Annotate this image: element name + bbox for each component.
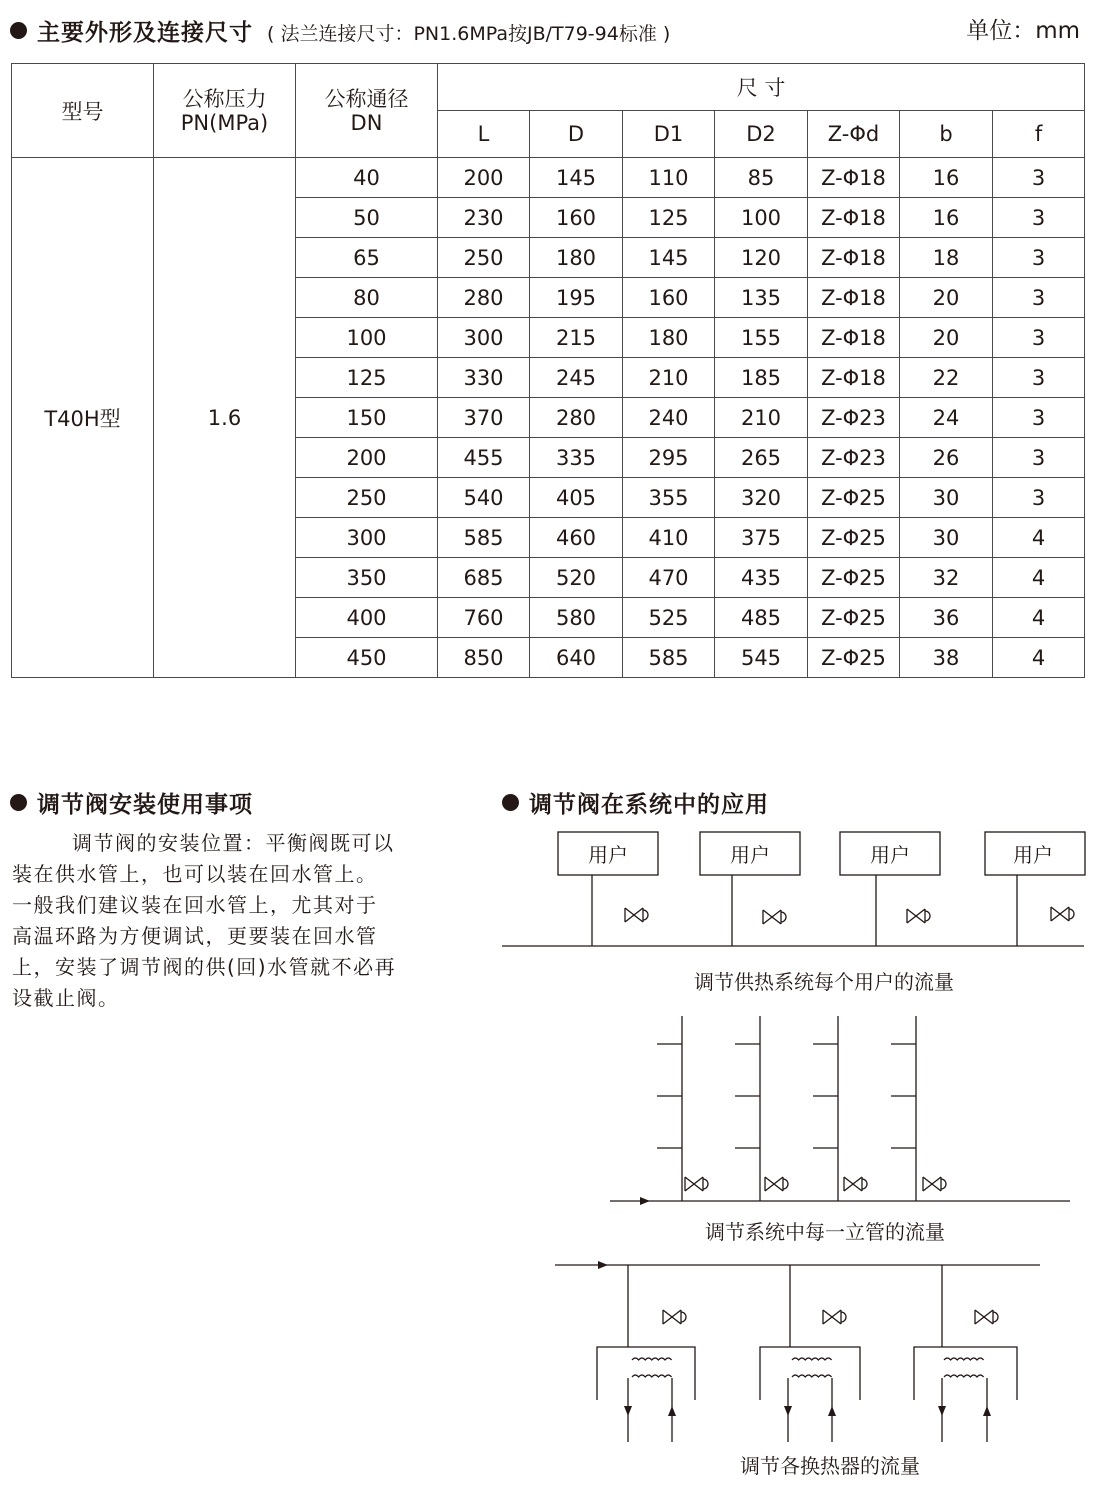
table-cell: 760 <box>438 598 530 638</box>
valve-icon <box>923 1177 946 1191</box>
table-cell: 195 <box>530 278 623 318</box>
table-cell: 125 <box>623 198 715 238</box>
table-cell: 3 <box>993 318 1085 358</box>
table-cell: 160 <box>530 198 623 238</box>
table-cell: 30 <box>900 478 993 518</box>
table-cell: Z-Φ25 <box>808 518 900 558</box>
table-cell: 210 <box>715 398 808 438</box>
table-cell: 110 <box>623 158 715 198</box>
table-cell: 18 <box>900 238 993 278</box>
table-cell: 585 <box>623 638 715 678</box>
table-cell: Z-Φ23 <box>808 398 900 438</box>
table-cell: Z-Φ18 <box>808 318 900 358</box>
table-cell: 145 <box>530 158 623 198</box>
arrow-down-icon <box>938 1406 946 1416</box>
table-cell: 250 <box>296 478 438 518</box>
coil-icon <box>944 1375 984 1377</box>
table-cell: 16 <box>900 158 993 198</box>
table-cell: 50 <box>296 198 438 238</box>
valve-icon <box>844 1177 867 1191</box>
pressure-cell: 1.6 <box>154 158 296 678</box>
coil-icon <box>632 1375 672 1377</box>
header-col: L <box>438 111 530 158</box>
table-cell: 230 <box>438 198 530 238</box>
table-cell: 16 <box>900 198 993 238</box>
diagram-riser-flow <box>610 1016 1070 1201</box>
table-cell: 3 <box>993 478 1085 518</box>
valve-icon <box>685 1177 708 1191</box>
model-cell: T40H型 <box>12 158 154 678</box>
table-cell: 435 <box>715 558 808 598</box>
table-cell: 245 <box>530 358 623 398</box>
table-cell: 38 <box>900 638 993 678</box>
table-cell: 330 <box>438 358 530 398</box>
table-cell: 180 <box>530 238 623 278</box>
caption-user-flow: 调节供热系统每个用户的流量 <box>694 970 954 994</box>
table-cell: 4 <box>993 518 1085 558</box>
table-cell: Z-Φ25 <box>808 478 900 518</box>
table-cell: 545 <box>715 638 808 678</box>
unit-label: 单位：mm <box>966 18 1080 44</box>
section3-title: 调节阀在系统中的应用 <box>502 786 769 819</box>
valve-icon <box>975 1310 998 1324</box>
table-cell: 32 <box>900 558 993 598</box>
table-cell: 350 <box>296 558 438 598</box>
table-cell: 185 <box>715 358 808 398</box>
table-cell: 295 <box>623 438 715 478</box>
table-cell: 280 <box>438 278 530 318</box>
valve-icon <box>823 1310 846 1324</box>
diagram-exchanger-flow <box>555 1265 1040 1442</box>
table-cell: Z-Φ25 <box>808 598 900 638</box>
coil-icon <box>632 1358 672 1360</box>
table-cell: 470 <box>623 558 715 598</box>
table-cell: 3 <box>993 238 1085 278</box>
table-cell: 125 <box>296 358 438 398</box>
table-cell: 320 <box>715 478 808 518</box>
table-cell: 450 <box>296 638 438 678</box>
table-cell: 485 <box>715 598 808 638</box>
table-cell: 24 <box>900 398 993 438</box>
table-cell: 405 <box>530 478 623 518</box>
table-cell: Z-Φ18 <box>808 278 900 318</box>
flow-arrow-icon <box>598 1261 608 1269</box>
table-cell: Z-Φ18 <box>808 158 900 198</box>
table-cell: 280 <box>530 398 623 438</box>
header-size: 尺 寸 <box>438 64 1085 111</box>
table-cell: 4 <box>993 558 1085 598</box>
valve-icon <box>765 1177 788 1191</box>
arrow-up-icon <box>668 1406 676 1416</box>
install-notes: 调节阀的安装位置：平衡阀既可以装在供水管上，也可以装在回水管上。一般我们建议装在回水管上，尤其对于高温环路为方便调试，更要装在回水管上，安装了调节阀的供(回)水管就不必再设截止阀。 <box>12 831 397 1010</box>
table-cell: 20 <box>900 318 993 358</box>
header-col: Z-Φd <box>808 111 900 158</box>
table-cell: 200 <box>438 158 530 198</box>
table-cell: 300 <box>438 318 530 358</box>
section1-subtitle: ( 法兰连接尺寸：PN1.6MPa按JB/T79-94标准 ) <box>267 23 671 45</box>
table-cell: 85 <box>715 158 808 198</box>
table-cell: 3 <box>993 198 1085 238</box>
flow-arrow-icon <box>640 1197 650 1205</box>
header-col: D1 <box>623 111 715 158</box>
table-cell: 850 <box>438 638 530 678</box>
table-cell: 580 <box>530 598 623 638</box>
table-cell: 640 <box>530 638 623 678</box>
table-cell: 215 <box>530 318 623 358</box>
user-label: 用户 <box>730 843 770 867</box>
coil-icon <box>792 1375 832 1377</box>
table-cell: 3 <box>993 278 1085 318</box>
table-cell: 135 <box>715 278 808 318</box>
arrow-up-icon <box>828 1406 836 1416</box>
table-cell: 150 <box>296 398 438 438</box>
table-cell: 100 <box>296 318 438 358</box>
caption-exchanger-flow: 调节各换热器的流量 <box>740 1454 920 1478</box>
valve-icon <box>663 1310 686 1324</box>
header-pressure: 公称压力 PN(MPa) <box>154 64 296 158</box>
table-cell: 410 <box>623 518 715 558</box>
table-cell: 685 <box>438 558 530 598</box>
table-cell: 160 <box>623 278 715 318</box>
table-cell: 540 <box>438 478 530 518</box>
table-cell: 80 <box>296 278 438 318</box>
table-cell: 22 <box>900 358 993 398</box>
header-diameter: 公称通径 DN <box>296 64 438 158</box>
table-cell: Z-Φ18 <box>808 238 900 278</box>
table-cell: 4 <box>993 638 1085 678</box>
table-cell: 65 <box>296 238 438 278</box>
table-cell: 240 <box>623 398 715 438</box>
table-cell: 585 <box>438 518 530 558</box>
valve-icon <box>625 908 648 922</box>
table-cell: 100 <box>715 198 808 238</box>
table-cell: 155 <box>715 318 808 358</box>
table-cell: 3 <box>993 158 1085 198</box>
table-cell: Z-Φ23 <box>808 438 900 478</box>
table-cell: 335 <box>530 438 623 478</box>
valve-icon <box>907 909 930 923</box>
table-cell: 145 <box>623 238 715 278</box>
arrow-up-icon <box>983 1406 991 1416</box>
table-cell: 3 <box>993 358 1085 398</box>
caption-riser-flow: 调节系统中每一立管的流量 <box>705 1220 945 1244</box>
coil-icon <box>792 1358 832 1360</box>
valve-icon <box>1051 907 1074 921</box>
arrow-down-icon <box>784 1406 792 1416</box>
table-cell: 455 <box>438 438 530 478</box>
coil-icon <box>944 1358 984 1360</box>
table-cell: 180 <box>623 318 715 358</box>
table-cell: 210 <box>623 358 715 398</box>
table-cell: Z-Φ25 <box>808 638 900 678</box>
header-col: f <box>993 111 1085 158</box>
table-cell: 300 <box>296 518 438 558</box>
section1-title: 主要外形及连接尺寸 ( 法兰连接尺寸：PN1.6MPa按JB/T79-94标准 ) <box>10 14 670 47</box>
table-cell: Z-Φ18 <box>808 198 900 238</box>
table-cell: 265 <box>715 438 808 478</box>
table-cell: 460 <box>530 518 623 558</box>
table-cell: 4 <box>993 598 1085 638</box>
header-col: b <box>900 111 993 158</box>
arrow-down-icon <box>624 1406 632 1416</box>
table-cell: 375 <box>715 518 808 558</box>
section2-title: 调节阀安装使用事项 <box>10 786 253 819</box>
table-cell: 200 <box>296 438 438 478</box>
table-cell: 250 <box>438 238 530 278</box>
table-cell: 20 <box>900 278 993 318</box>
table-cell: 36 <box>900 598 993 638</box>
header-col: D2 <box>715 111 808 158</box>
header-model: 型号 <box>12 64 154 158</box>
valve-icon <box>763 910 786 924</box>
table-cell: 520 <box>530 558 623 598</box>
table-cell: 355 <box>623 478 715 518</box>
table-cell: 40 <box>296 158 438 198</box>
table-cell: Z-Φ18 <box>808 358 900 398</box>
table-cell: 3 <box>993 438 1085 478</box>
table-cell: Z-Φ25 <box>808 558 900 598</box>
table-cell: 30 <box>900 518 993 558</box>
table-cell: 370 <box>438 398 530 438</box>
table-cell: 120 <box>715 238 808 278</box>
table-cell: 26 <box>900 438 993 478</box>
user-label: 用户 <box>1013 843 1053 867</box>
table-cell: 3 <box>993 398 1085 438</box>
user-label: 用户 <box>870 843 910 867</box>
table-cell: 525 <box>623 598 715 638</box>
table-cell: 400 <box>296 598 438 638</box>
header-col: D <box>530 111 623 158</box>
user-label: 用户 <box>588 843 628 867</box>
